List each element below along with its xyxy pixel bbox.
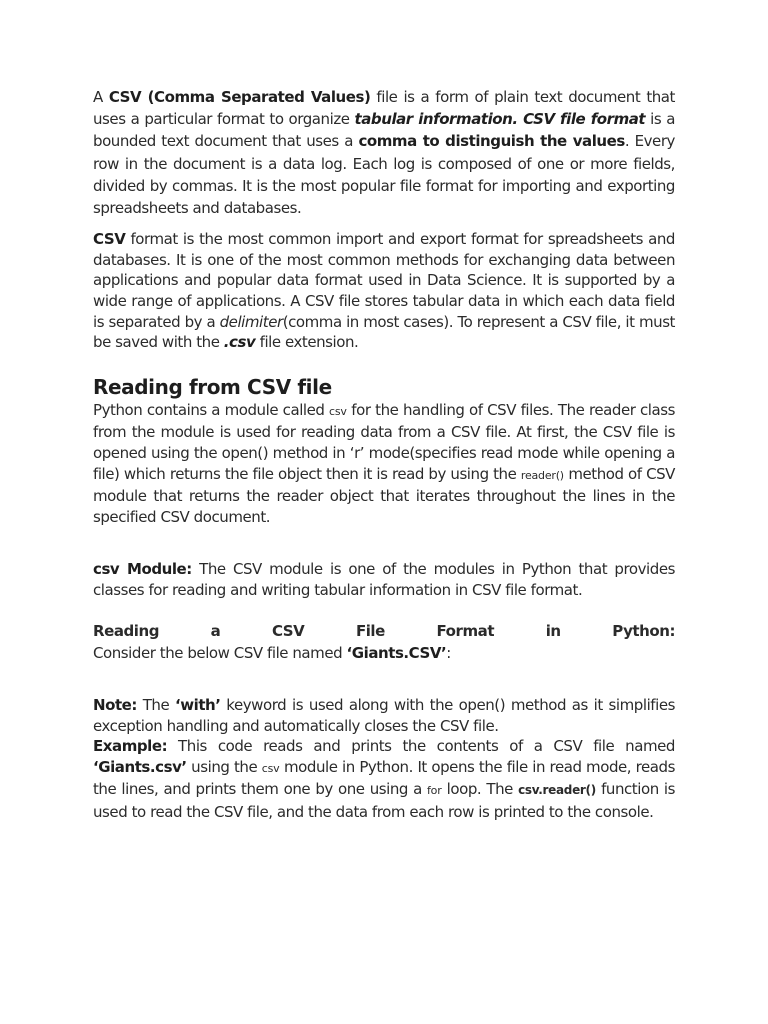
text: : (446, 643, 451, 662)
inline-code: reader() (520, 468, 564, 482)
bold-term: ‘with’ (174, 696, 221, 715)
text: format is the most common import and export format for spreadsheets and databases. It is one of the most common methods for exchanging data between applications and popular data format used in Data Science. It is supported by a wide range of applications. A CSV file stores tabular data in which each data field is separated by a (93, 230, 675, 331)
bold-label: csv Module: (93, 560, 192, 579)
example-paragraph (93, 736, 675, 822)
intro-paragraph (93, 86, 675, 219)
inline-code: csv.reader() (518, 783, 596, 798)
text: function is used to read the CSV file, and the data from each row is printed to the console. (93, 780, 675, 821)
csv-module-paragraph (93, 559, 675, 600)
bold-term: ‘Giants.csv’ (93, 757, 187, 776)
document-body (93, 86, 675, 822)
bold-term: CSV (Comma Separated Values) (108, 88, 371, 106)
subheading-line: Reading a CSV File Format in Python: (93, 622, 675, 641)
italic-term: delimiter (219, 312, 283, 331)
bold-term: ‘Giants.CSV’ (346, 643, 447, 662)
text: keyword is used along with the open() method as it simplifies exception handling and automatically closes the CSV file. (93, 696, 675, 735)
bold-term: comma to distinguish the values (358, 132, 625, 151)
text: file extension. (255, 333, 359, 352)
text: Consider the below CSV file named (93, 643, 347, 662)
text: Python contains a module called (93, 400, 330, 419)
section-heading: Reading from CSV file (93, 374, 332, 399)
text: The CSV module is one of the modules in Python that provides classes for reading and writing tabular information in CSV file format. (93, 560, 675, 599)
bold-italic-term: tabular information. CSV file format (354, 110, 646, 129)
inline-code: for (427, 784, 442, 798)
reading-format-paragraph (93, 621, 675, 664)
text: module in Python. It opens the file in read mode, reads the lines, and prints them one by one using a (93, 757, 675, 799)
text: is a bounded text document that uses a (93, 110, 675, 151)
text: file is a form of plain text document that uses a particular format to organize (93, 88, 675, 129)
text: loop. The (441, 780, 519, 799)
format-paragraph (93, 229, 675, 353)
inline-code: csv (261, 761, 280, 775)
text: for the handling of CSV files. The reader class from the module is used for reading data from a CSV file. At first, the CSV file is opened using the open() method in ‘r’ mode(specifies read mode while opening a file) which returns the file object then it is read by using the (93, 400, 675, 483)
text: (comma in most cases). To represent a CSV file, it must be saved with the (93, 312, 675, 352)
text: . Every row in the document is a data log. Each log is composed of one or more fields, divided by commas. It is the most popular file format for importing and exporting spreadsheets and databases. (93, 132, 675, 218)
bold-label: Example: (93, 737, 168, 756)
text: using the (186, 757, 262, 776)
note-paragraph (93, 695, 675, 736)
text: This code reads and prints the contents of a CSV file named (167, 737, 675, 756)
text: method of CSV module that returns the reader object that iterates throughout the lines in the specified CSV document. (93, 464, 675, 526)
inline-code: csv (329, 404, 347, 418)
text: The (136, 696, 175, 715)
bold-label: Note: (93, 696, 137, 715)
text: A (93, 88, 109, 106)
reading-paragraph (93, 400, 675, 528)
bold-italic-term: .csv (223, 333, 256, 352)
bold-term: CSV (93, 230, 126, 249)
